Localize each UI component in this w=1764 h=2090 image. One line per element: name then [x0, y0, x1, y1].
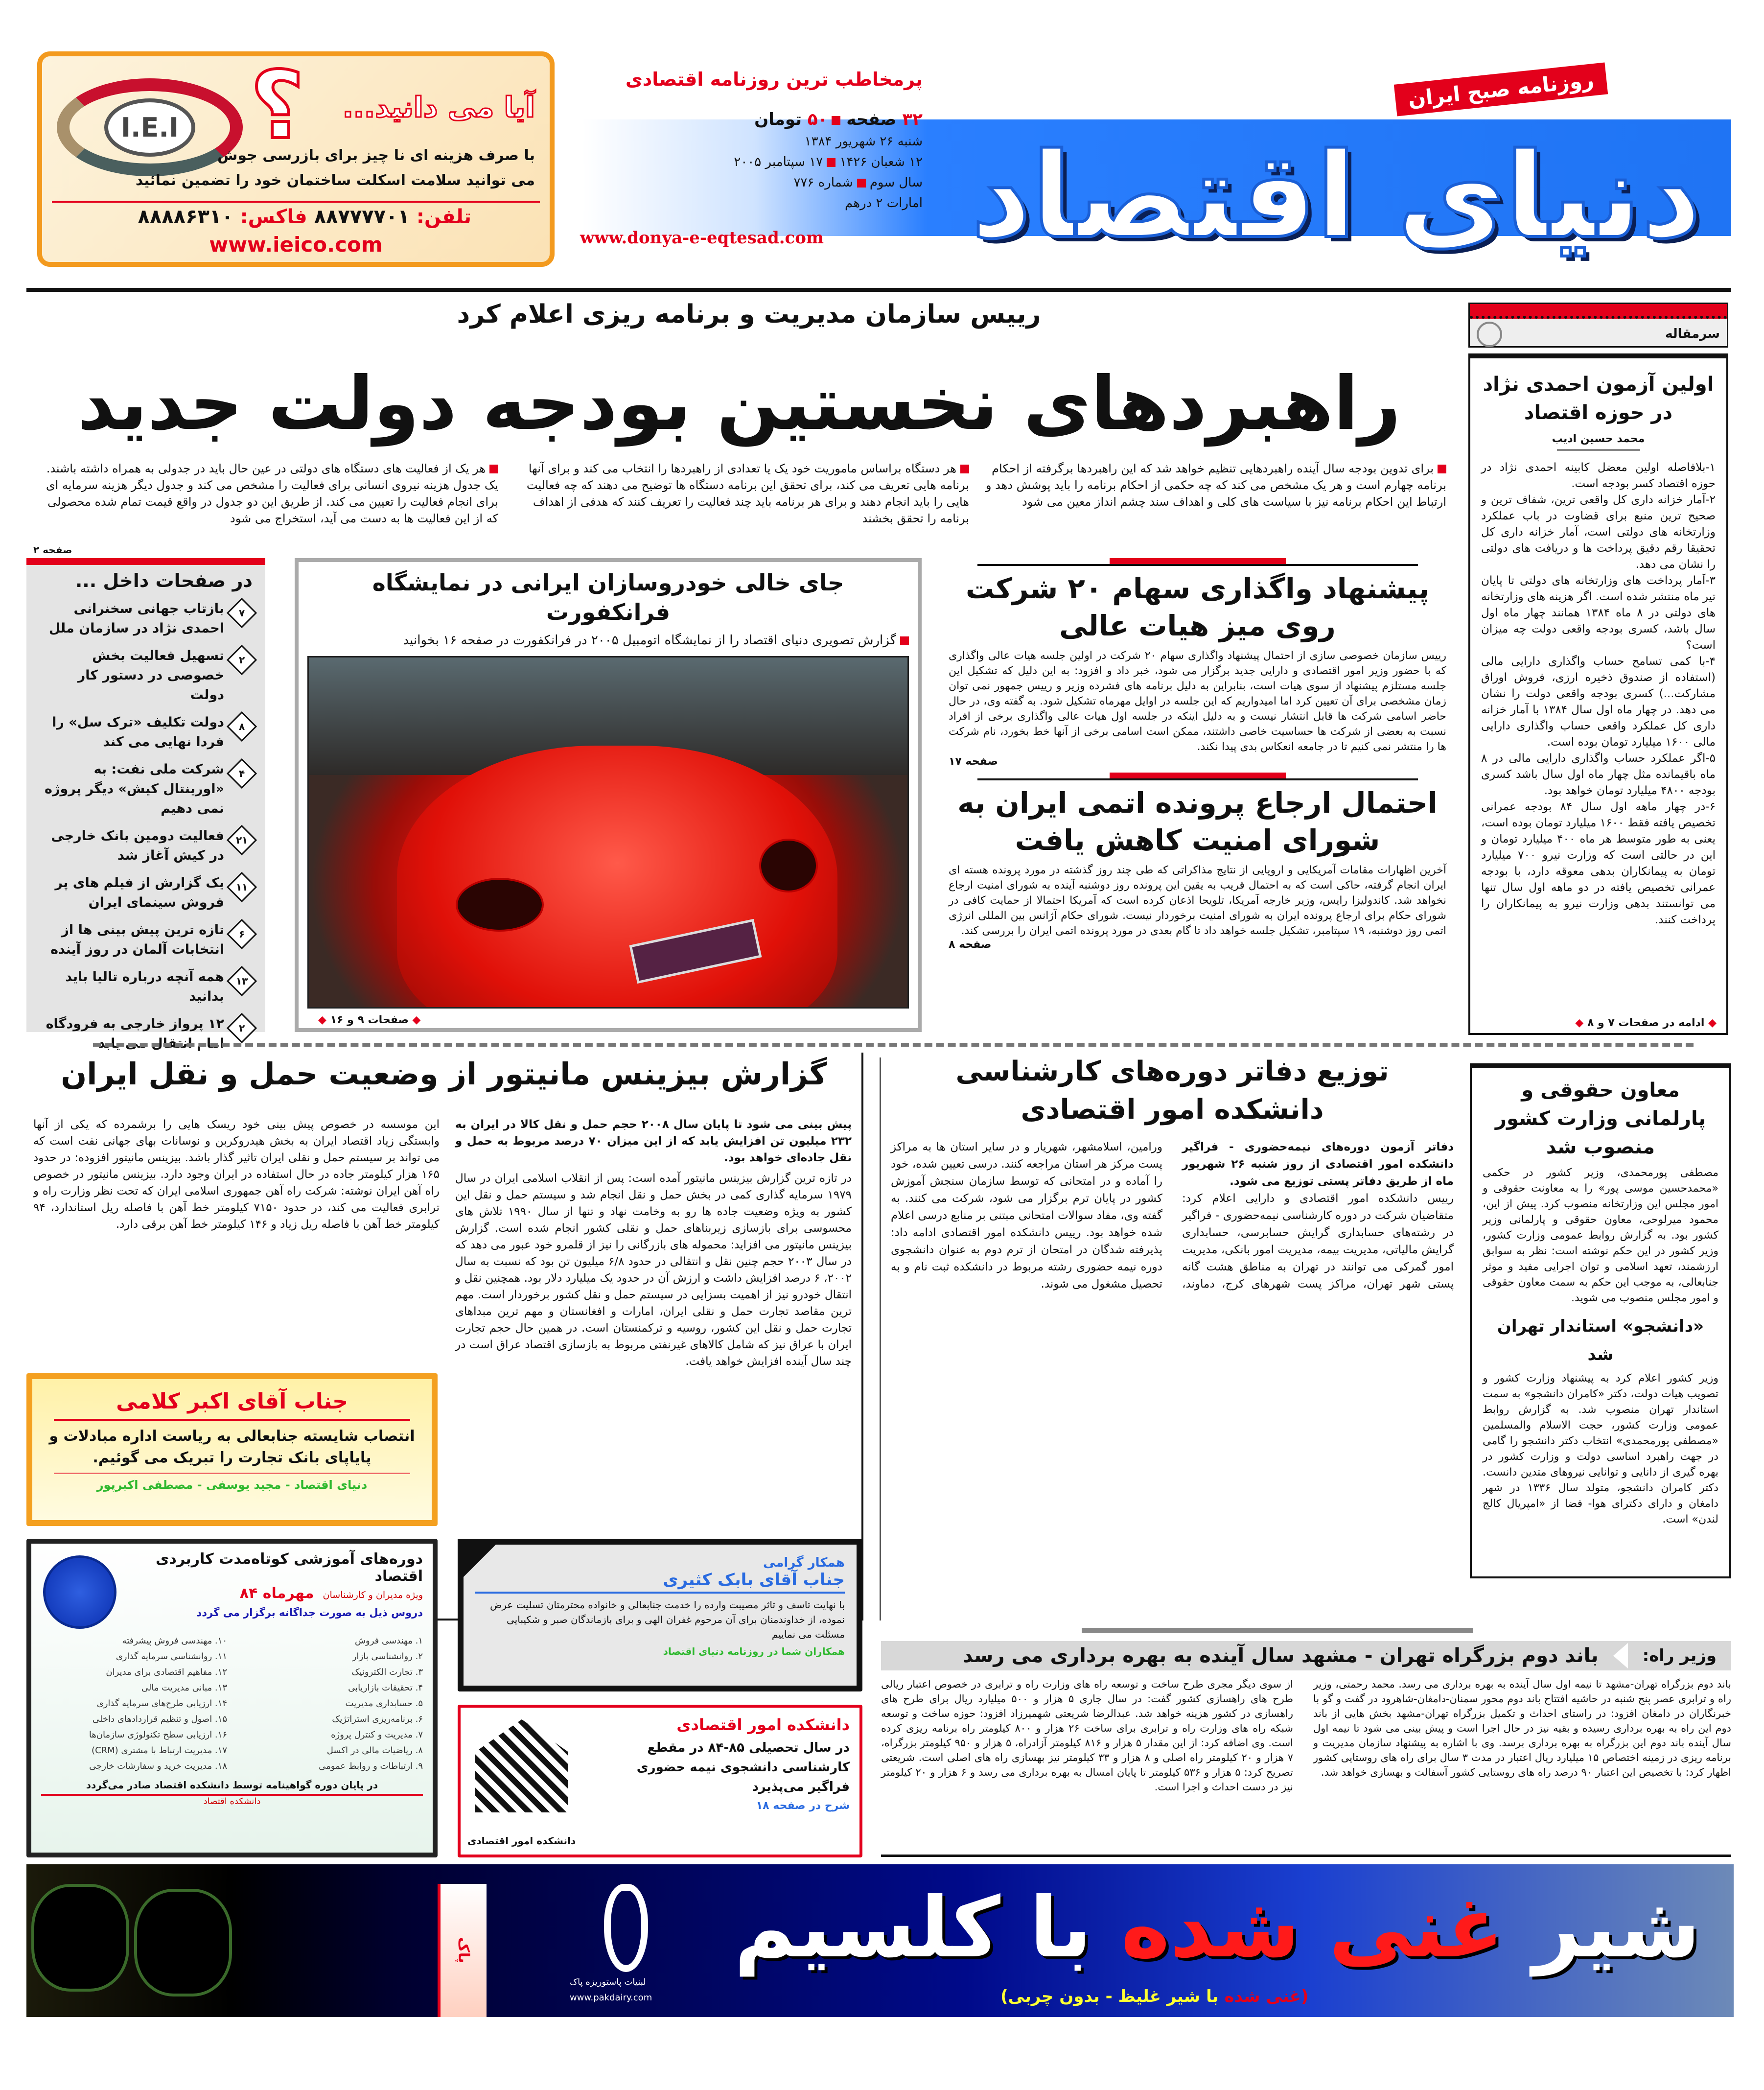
inside-pages-item-text: ۱۲ پرواز خارجی به فرودگاه امام انتقال می یابد: [46, 1016, 224, 1051]
transport-story: [26, 1053, 863, 1620]
editorial-continued-link[interactable]: ◆ ادامه در صفحات ۷ و ۸ ◆: [1575, 1017, 1717, 1029]
course-item: ۲. روانشناسی بازار: [352, 1651, 423, 1662]
inside-pages-item[interactable]: [39, 967, 253, 1007]
road-body: باند دوم بزرگراه تهران-مشهد تا نیمه اول سال آینده به بهره برداری می رسد. محمد رحمتی، وزیر راه و ترابری عصر پنج شنبه در حاشیه افتتاح باند دوم محور سمنان-دامغان-شاهرود در گفت و گو با خبرنگاران در دامغان افزود: در راستای احداث و تکمیل بزرگراه تهران-مشهد بخش هایی از باند دوم این راه به بهره برداری رسیده و بقیه نیز در حال اجرا است و پیش بینی می شود تا نیمه اول سال آینده باند دوم این بزرگراه به بهره برداری برسد. وی با اشاره به پیشنهاد سازمان مدیریت و برنامه ریزی در زمینه اختصاص ۱۵ میلیارد ریال اعتبار در مدت ۳ سال برای راه های روستایی کشور اظهار کرد: با تخصیص این اعتبار ۹۰ درصد راه های روستایی کشور آسفالت و بهسازی خواهد شد.: [1313, 1678, 1731, 1778]
section-divider: [93, 1043, 1694, 1047]
editorial-paragraph: ۶-در چهار ماهه اول سال ۸۴ بودجه عمرانی تخصیص یافته فقط ۱۶۰۰ میلیارد تومان بوده است، یعنی به طور متوسط هر ماه ۴۰۰ میلیارد تومان و این در حالتی است که وزارت نیرو ۷۰۰ میلیارد تومان به پیمانکاران بدهی معوقه دارد، با بودجه عمرانی تخصیص یافته در دو ماهه اول سال تنها می توانستند بدهی وزارت نیرو به پیمانکاران را پرداخت کنند.: [1481, 800, 1716, 926]
lead-page-ref[interactable]: صفحه ۲: [33, 544, 72, 556]
course-item: ۱۵. اصول و تنظیم قراردادهای داخلی: [92, 1714, 227, 1724]
faculty-ad[interactable]: [458, 1705, 862, 1857]
nuclear-body: آخرین اظهارات مقامات آمریکایی و اروپایی از نتایج مذاکراتی که طی چند روز گذشته در مورد پرونده هسته ای ایران انجام گرفته، حاکی است که به احتمال قریب به یقین این پرونده روز دوشنبه آینده به شورای امنیت ارجاع نخواهد شد. کاندولیزا رایس، وزیر خارجه آمریکا، تلویحا اذعان کرده است که آمریکا احتمالا از حمایت کافی در شورای حکام برای ارجاع پرونده ایران به شورای امنیت برخوردار نیست. شورای حکام آژانس بین المللی انرژی اتمی روز دوشنبه، ۱۹ سپتامبر، تشکیل جلسه خواهد داد تا گام بعدی در مورد پرونده اتمی ایران را بررسی کند.: [949, 864, 1446, 937]
inside-pages-box: [26, 558, 265, 1051]
inside-pages-item[interactable]: [39, 599, 253, 638]
newspaper-logo: دنیای اقتصاد: [971, 127, 1702, 264]
ad-body: در سال تحصیلی ۸۵-۸۴ در مقطع کارشناسی دانشجوی نیمه حضوری فراگیر می‌پذیرد: [636, 1740, 850, 1794]
milk-banner-ad[interactable]: [26, 1864, 1734, 2017]
lead-column: هر یک از فعالیت های دستگاه های دولتی در عین حال باید در جدولی به همراه داشته باشند. یک جدول هزینه نیروی انسانی برای فعالیت را مشخص می کند و جدول دیگر هزینه سرمایه ای برای انجام فعالیت را تعیین می کند. از طریق این دو جدول در واقع قیمت تمام شده محصولی که از این فعالیت ها به دست می آید، استخراج می شود: [46, 462, 498, 525]
exam-lead: دفاتر آزمون دوره‌های نیمه‌حضوری - فراگیر دانشکده امور اقتصادی از روز شنبه ۲۶ شهریور ماه از طریق دفاتر پستی توزیع می شود.: [1182, 1141, 1454, 1188]
sunglasses-image: [31, 1884, 237, 1996]
course-item: ۱۱. روانشناسی سرمایه گذاری: [116, 1651, 227, 1662]
milk-carton: پاک: [438, 1884, 487, 2017]
inside-pages-item-text: دولت تکلیف «ترک سل» را فردا نهایی می کند: [52, 715, 224, 750]
page-number-badge: ۲: [227, 1013, 257, 1043]
appointment-headline[interactable]: معاون حقوقی و پارلمانی وزارت کشور منصوب شد: [1495, 1079, 1706, 1158]
inside-pages-item-text: بازتاب جهانی سخنرانی احمدی نژاد در سازمان ملل: [48, 601, 224, 636]
pak-logo: [604, 1884, 648, 1972]
inside-pages-item[interactable]: [39, 713, 253, 752]
course-item: ۷. مدیریت و کنترل پروژه: [331, 1730, 423, 1740]
course-item: ۱۴. ارزیابی طرح‌های سرمایه گذاری: [96, 1698, 227, 1709]
editorial-label: سرمقاله: [1665, 327, 1720, 341]
page-number-badge: ۲: [227, 645, 257, 675]
page-number-badge: ۱۳: [227, 966, 257, 996]
page-number-badge: ۶: [227, 919, 257, 949]
inside-pages-item-text: همه آنچه درباره تالیا باید بدانید: [65, 969, 224, 1004]
page-number-badge: ۱۱: [227, 872, 257, 902]
tagline: پرمخاطب ترین روزنامه اقتصادی: [625, 69, 923, 90]
inside-pages-item[interactable]: [39, 920, 253, 960]
governor-subhead[interactable]: «دانشجو» استاندار تهران شد: [1497, 1316, 1704, 1364]
course-item: ۱۶. ارزیابی سطح تکنولوژی سازمان‌ها: [89, 1730, 227, 1740]
appointment-body: مصطفی پورمحمدی، وزیر کشور در حکمی «محمدحسین موسی پور» را به معاونت حقوقی و امور مجلس این وزارتخانه منصوب کرد. پیش از این، محمود میرلوحی، معاون حقوقی و پارلمانی وزیر کشور بود. به گزارش روابط عمومی وزارت کشور، وزیر کشور در این حکم نوشته است: نظر به سوابق ارزشمند، تعهد اسلامی و توان اجرایی مفید و موثر جنابعالی، به موجب این حکم به سمت معاون حقوقی و امور مجلس منصوب می شوید.: [1483, 1167, 1718, 1304]
course-item: ۱۰. مهندسی فروش پیشرفته: [122, 1636, 227, 1646]
lead-headline[interactable]: راهبردهای نخستین بودجه دولت جدید: [77, 361, 1401, 446]
iei-logo: I.E.I: [57, 78, 243, 176]
page-number-badge: ۲۱: [227, 825, 257, 855]
ad-line-2: می توانید سلامت اسکلت ساختمان خود را تضمین نمائید: [135, 172, 535, 189]
governor-body: وزیر کشور اعلام کرد به پیشنهاد وزارت کشور و تصویب هیات دولت، دکتر «کامران دانشجو» به سمت استاندار تهران منصوب شد. به گزارش روابط عمومی وزارت کشور، حجت الاسلام والمسلمین «مصطفی پورمحمدی» انتخاب دکتر دانشجو را گامی در جهت راهبرد اساسی دولت و وزارت کشور در بهره گیری از دانایی و توانایی نیروهای متدین دانست. دکتر کامران دانشجو، متولد سال ۱۳۳۶ در شهر دامغان و دارای دکترای هوا- فضا از «امپریال کالج لندن» است.: [1483, 1372, 1718, 1526]
course-list: [41, 1633, 423, 1774]
inside-pages-list: [39, 599, 253, 1054]
course-item: ۱۸. مدیریت خرید و سفارشات خارجی: [89, 1761, 227, 1771]
lead-column: هر دستگاه براساس ماموریت خود یک یا تعدادی از راهبردها را انتخاب می کند و برای آنها برنامه هایی تعریف می کند، برای تحقق این برنامه دستگاه ها توضیح می دهند که چه فعالیت هایی را باید انجام دهند و برای هر برنامه باید چند فعالیت را تعریف کنند که هدفی از اهداف برنامه را تحقق بخشند: [526, 462, 969, 525]
nuclear-story: [949, 773, 1446, 951]
inside-pages-item[interactable]: [39, 760, 253, 819]
editorial-author: محمد حسین ادیب: [1552, 433, 1645, 445]
globe-icon: [1477, 322, 1502, 347]
ad-line-1: با صرف هزینه ای نا چیز برای بازرسی جوش: [217, 147, 535, 164]
congratulation-ad[interactable]: [26, 1373, 438, 1526]
nuclear-headline[interactable]: احتمال ارجاع پرونده اتمی ایران به شورای امنیت کاهش یافت: [957, 786, 1438, 857]
inside-pages-item-text: فعالیت دومین بانک خارجی در کیش آغاز شد: [51, 828, 224, 863]
separator-bar: [1082, 1628, 1473, 1633]
editorial-paragraph: ۴-با کمی تسامح حساب واگذاری دارایی مالی (استفاده از صندوق ذخیره ارزی، فروش اوراق مشارکت...) کسری بودجه واقعی دولت را نشان می دهد. در چهار ماه اول سال ۱۳۸۴ با آمار خزانه داری کل عملکرد واقعی حساب واگذاری دارایی مالی ۱۶۰۰ میلیارد تومان بوده است.: [1481, 655, 1716, 749]
ad-divider: [52, 201, 540, 203]
course-item: ۵. حسابداری مدیریت: [345, 1698, 423, 1709]
nuclear-page-ref[interactable]: صفحه ۸: [949, 939, 992, 951]
brand-name: لبنیات پاستوریزه پاک: [570, 1977, 646, 1987]
ad-title: دانشکده امور اقتصادی: [676, 1715, 850, 1734]
inside-pages-item[interactable]: [39, 826, 253, 866]
banner-subline: (غنی شده با شیر غلیظ - بدون چربی): [1000, 1987, 1309, 2006]
car-story: [295, 558, 922, 1032]
faculty-logo-text: دانشکده امور اقتصادی: [467, 1835, 576, 1847]
course-item: ۱. مهندسی فروش: [355, 1636, 423, 1646]
transport-body: این موسسه در خصوص پیش بینی خود ریسک هایی را برشمرده که یکی از آنها وابستگی زیاد اقتصاد ایران به بخش هیدروکربن و نوسانات بهای جهانی نفت است که می تواند بر سیستم حمل و نقلی ایران تاثیر گذار باشد. بیزینس مانیتور افزوده: در حدود ۱۶۵ هزار کیلومتر جاده در حال استفاده در ایران وجود دارد. بیزینس مانیتور در خصوص راه آهن ایران نوشته: شرکت راه آهن جمهوری اسلامی ایران که تحت نظر وزارت راه و ترابری فعالیت می کند، در حدود ۷۱۵۰ کیلومتر خط آهن با فاصله ریل استاندارد، ۹۴ کیلومتر خط آهن با فاصله ریل زیاد و ۱۴۶ کیلومتر خط آهن برقی دارد.: [33, 1118, 440, 1231]
ad-url[interactable]: www.ieico.com: [209, 233, 383, 257]
shares-page-ref[interactable]: صفحه ۱۷: [949, 755, 998, 768]
course-item: ۸. ریاضیات مالی در اکسل: [326, 1745, 423, 1756]
course-item: ۱۲. مفاهیم اقتصادی برای مدیران: [106, 1667, 227, 1677]
car-photo: [307, 656, 909, 1009]
top-advertisement[interactable]: [37, 51, 555, 267]
shares-headline[interactable]: پیشنهاد واگذاری سهام ۲۰ شرکت روی میز هیات عالی: [965, 572, 1429, 642]
transport-body: در تازه ترین گزارش بیزینس مانیتور آمده است: پس از انقلاب اسلامی ایران در سال ۱۹۷۹ سرمایه گذاری کمی در بخش حمل و نقل انجام شد و سیستم حمل و نقل این کشور به ویژه وضعیت جاده ها رو به وخامت نهاد و تنها از سال ۱۹۹۰ تلاش های محسوسی برای بازسازی زیربناهای حمل و نقلی کشور انجام شده است. گزارش بیزینس مانیتور می افزاید: محموله های بازرگانی را نیز از قلمرو خود عبور می دهد که در سال ۲۰۰۳ حجم چنین نقل و انتقالی در حدود ۶/۸ میلیون تن بود که نسبت به سال ۲۰۰۲، ۶ درصد افزایش داشت و ارزش آن در حدود یک میلیارد دلار بود. همچنین نقل و انتقال خودرو نیز از اهمیت بسزایی در سیستم حمل و نقل کشور برخوردار است. مهم ترین مقاصد تجارت حمل و نقلی ایران، امارات و افغانستان و مهم ترین مبداهای تجارت حمل و نقل این کشور، روسیه و ترکمنستان است. در همین حال حجم تجارت ایران با عراق نیز که شامل کالاهای غیرنفتی مربوط به بازسازی اقتصاد عراق است در چند سال آینده افزایش خواهد یافت.: [455, 1172, 852, 1368]
page-number-badge: ۴: [227, 758, 257, 789]
uae-price: امارات ۲ درهم: [845, 196, 923, 211]
editorial-header: [1468, 303, 1728, 348]
inside-pages-title: در صفحات داخل ...: [75, 570, 253, 591]
appointment-story: [1470, 1063, 1731, 1578]
editorial-title: اولین آزمون احمدی نژاد در حوزه اقتصاد: [1483, 373, 1714, 424]
ad-more: شرح در صفحه ۱۸: [756, 1800, 850, 1812]
transport-headline[interactable]: گزارش بیزینس مانیتور از وضعیت حمل و نقل ایران: [61, 1056, 827, 1092]
transport-lead: پیش بینی می شود تا پایان سال ۲۰۰۸ حجم حمل و نقل کالا در ایران به ۲۳۲ میلیون تن افزایش یابد که از این میزان ۷۰ درصد مربوط به حمل و نقل جاده‌ای خواهد بود.: [455, 1118, 852, 1164]
page-number-badge: ۷: [227, 598, 257, 628]
page-number-badge: ۸: [227, 711, 257, 742]
masthead-info: [580, 69, 923, 248]
ad-body: با نهایت تاسف و تاثر مصیبت وارده را خدمت جنابعالی و خانواده محترمتان تسلیت عرض نموده، از خداوندمنان برای آن مرحوم غفران الهی و برای بازماندگان صبر و شکیبایی مسئلت می نماییم: [490, 1599, 845, 1640]
masthead-badge: روزنامه صبح ایران: [1394, 63, 1608, 117]
editorial-column: [1468, 353, 1728, 1035]
ad-name: جناب آقای بابک کثیری: [475, 1570, 845, 1594]
ad-intro: دروس ذیل به صورت جداگانه برگزار می گردد: [196, 1607, 423, 1619]
arrow-icon: [1613, 1643, 1628, 1668]
course-item: ۴. تحقیقات بازاریابی: [348, 1683, 423, 1693]
inside-pages-item-text: تازه ترین پیش بینی ها از انتخابات آلمان در روز آینده: [50, 922, 224, 957]
exam-headline[interactable]: توزیع دفاتر دوره‌های کارشناسی دانشکده امور اقتصادی: [955, 1056, 1389, 1126]
column-divider: [880, 1057, 881, 1620]
inside-pages-item-text: شرکت ملی نفت: به «اورینتال کیش» دیگر پروژه نمی دهیم: [45, 762, 224, 816]
courses-ad[interactable]: دوره‌های آموزشی کوتاه‌مدت کاربردی اقتصاد ویژه مدیران و کارشناسان مهرماه ۸۴ دروس ذیل به صورت جداگانه برگزار می گردد ۱. مهندسی فروش ۲. روانشناسی بازار ۳. تجارت الکترونیک ۴. تحقیقات بازاریابی ۵. حسابداری مدیریت ۶. برنامه‌ریزی استراتژیک ۷. مدیریت و کنترل پروژه ۸. ریاضیات مالی در اکسل ۹. ارتباطات و روابط عمومی ۱۰. مهندسی فروش پیشرفته ۱۱. روانشناسی سرمایه گذاری ۱۲. مفاهیم اقتصادی برای مدیران ۱۳. مبانی مدیریت مالی ۱۴. ارزیابی طرح‌های سرمایه گذاری ۱۵. اصول و تنظیم قراردادهای داخلی ۱۶. ارزیابی سطح تکنولوژی سازمان‌ها ۱۷. مدیریت ارتباط با مشتری (CRM) ۱۸. مدیریت خرید و سفارشات خارجی در پایان دوره گواهینامه توسط دانشکده اقتصاد صادر می‌گردد دانشکده اقتصاد: [26, 1539, 438, 1857]
exam-story: [891, 1053, 1454, 1293]
banner-headline: شیر غنی شده با کلسیم: [734, 1879, 1700, 1976]
car-page-ref[interactable]: ◆ صفحات ۹ و ۱۶ ◆: [318, 1014, 421, 1026]
lead-kicker: رییس سازمان مدیریت و برنامه ریزی اعلام کرد: [457, 300, 1041, 329]
course-item: ۹. ارتباطات و روابط عمومی: [319, 1761, 423, 1771]
inside-pages-item[interactable]: [39, 1014, 253, 1054]
website-link[interactable]: www.donya-e-eqtesad.com: [580, 228, 824, 248]
shares-story: [949, 558, 1446, 768]
ad-question-mark: ؟: [250, 51, 304, 160]
lead-column: برای تدوین بودجه سال آینده راهبردهایی تنظیم خواهد شد که این راهبردها برگرفته از احکام برنامه چهارم است و هر یک مشخص می کند که چه حکمی از احکام برنامه را باید پوشش دهد و ارتباط این احکام برنامه نیز با سیاست های کلی و اهداف سند چشم انداز معین می شود: [985, 462, 1446, 509]
exam-body: رییس دانشکده امور اقتصادی و دارایی اعلام کرد: متقاضیان شرکت در دوره کارشناسی نیمه‌حضوری - فراگیر در رشته‌های حسابداری گرایش حسابرسی، حسابداری گرایش مالیاتی، مدیریت بیمه، مدیریت امور بانکی، مدیریت امور گمرکی می توانند در تهران به مناطق هشت گانه پستی شهر تهران، مراکز پست شهرهای کرج، دماوند، ورامین، اسلامشهر، شهریار و در سایر استان ها به مراکز پست مرکز هر استان مراجعه کنند. درسی تعیین شده، خود را آماده و در امتحانی که توسط سازمان سنجش آموزش کشور در پایان ترم برگزار می شود، شرکت می کنند. به گفته وی، مفاد سوالات امتحانی مبتنی بر منابع درسی اعلام شده خواهد بود. رییس دانشکده امور اقتصادی ادامه داد: پذیرفته شدگان در امتحان از ترم دوم به عنوان دانشجوی دوره نیمه حضوری رشته مربوط در دانشکده ثبت نام و به تحصیل مشغول می شوند.: [891, 1141, 1454, 1291]
date-other: ۱۲ شعبان ۱۴۲۶ ۱۷ سپتامبر ۲۰۰۵: [734, 155, 923, 169]
issue-number: سال سوم شماره ۷۷۶: [793, 175, 923, 190]
ad-signature: دنیای اقتصاد - مجید یوسفی - مصطفی اکبرپور: [96, 1478, 368, 1492]
brand-url[interactable]: www.pakdairy.com: [570, 1993, 652, 2003]
road-story-header: [881, 1641, 1731, 1670]
course-item: ۱۳. مبانی مدیریت مالی: [141, 1683, 227, 1693]
ad-contacts: تلفن: ۸۸۷۷۷۷۰۱ فاکس: ۸۸۸۸۶۳۱۰: [138, 206, 471, 228]
road-body: از سوی دیگر مجری طرح ساخت و توسعه راه های وزارت راه و ترابری در خصوص اعتبار ریالی طرح های راهسازی کشور گفت: در سال جاری ۵ هزار و ۵۰۰ میلیارد ریال برای طرح های راهسازی در کشور هزینه خواهد شد. عبدالرضا شریعتی شهمیرزاد افزود: حوزه ساخت و توسعه شبکه راه های وزارت راه و ترابری برای ساخت ۲۶ هزار و ۸۰۰ کیلومتر راه برنامه ریزی کرده است. وی اضافه کرد: از این مقدار ۵ هزار و ۸۱۶ کیلومتر آزادراه، ۵ هزار و ۹۵۰ کیلومتر بزرگراه، ۷ هزار و ۲۰ کیلومتر راه اصلی و ۸ هزار و ۳۳ کیلومتر نیز بهسازی راه های اصلی است. شریعتی تصریح کرد: ۵ هزار و ۵۳۶ کیلومتر تا پایان امسال به بهره برداری می رسد و ۶ هزار و ۲۰ کیلومتر نیز در دست احداث و اجرا است.: [881, 1678, 1293, 1793]
editorial-paragraph: ۲-آمار خزانه داری کل واقعی ترین، شفاف ترین و صحیح ترین منبع برای قضاوت در باب عملکرد وزارتخانه های دولتی است، آمار خزانه داری کل تحقیقا رقم دقیق پرداخت ها و دریافت های دولتی را نشان می دهد.: [1481, 493, 1716, 571]
car-headline[interactable]: جای خالی خودروسازان ایرانی در نمایشگاه فرانکفورت: [372, 569, 844, 625]
road-label: وزیر راه:: [1642, 1646, 1717, 1666]
editorial-paragraph: ۵-اگر عملکرد حساب واگذاری دارایی مالی در ۸ ماه باقیمانده مثل چهار ماه اول سال باشد کسری بودجه ۴۸۰۰ میلیارد تومان خواهد بود.: [1481, 752, 1716, 797]
road-headline[interactable]: باند دوم بزرگراه تهران - مشهد سال آینده به بهره برداری می رسد: [962, 1644, 1599, 1667]
course-item: ۱۷. مدیریت ارتباط با مشتری (CRM): [92, 1745, 227, 1756]
university-logo: [43, 1555, 116, 1629]
ad-signature: همکاران شما در روزنامه دنیای اقتصاد: [663, 1645, 845, 1657]
shares-body: رییس سازمان خصوصی سازی از احتمال پیشنهاد واگذاری سهام ۲۰ شرکت در اولین جلسه هیات عالی واگذاری که با حضور وزیر امور اقتصادی و دارایی جدید برگزار می شود، خبر داد و افزود: به این دلیل که تشکیل این جلسه مستلزم پیشنهاد از سوی هیات است، بنابراین به دلیل برنامه های فشرده وزیر و رییس جمهور نمی توان زمان مشخصی برای آن تعیین کرد اما امیدواریم که این جلسه در اوایل مهرماه تشکیل شود. به گفته وی، در حال حاضر اسامی شرکت ها قابل انتشار نیست و به دلیل اینکه در جلسه اول هیات عالی واگذاری برخی از افراد نسبت به بعضی از شرکت ها حساسیت خاصی داشتند، ممکن است اسامی برخی از آنها خط بخورد، نام شرکت ها را منتشر نمی کنیم تا در جامعه انعکاس بدی پیدا نکند.: [949, 650, 1447, 753]
ad-title: آیا می دانید...: [342, 91, 535, 124]
road-rule: [881, 1855, 1731, 1857]
editorial-paragraph: ۳-آمار پرداخت های وزارتخانه های دولتی تا پایان تیر ماه منتشر شده است. اگر هزینه های وزارتخانه های دولتی در ۸ ماه ۱۳۸۴ همانند چهار ماه اول سال باشد، کسری بودجه واقعی دولت چه میزان است؟: [1481, 574, 1716, 652]
ad-title: دوره‌های آموزشی کوتاه‌مدت کاربردی اقتصاد: [155, 1550, 423, 1585]
inside-pages-item-text: تسهیل فعالیت بخش خصوصی در دستور کار دولت: [77, 648, 224, 703]
inside-pages-item[interactable]: [39, 646, 253, 705]
masthead-rule: [26, 288, 1731, 292]
mid-right-stories: [949, 558, 1446, 951]
ad-footer: در پایان دوره گواهینامه توسط دانشکده اقتصاد صادر می‌گردد: [41, 1779, 423, 1796]
condolence-ad[interactable]: [458, 1539, 862, 1691]
ad-title: همکار گرامی: [763, 1555, 845, 1570]
inside-pages-item-text: یک گزارش از فیلم های پر فروش سینمای ایران: [55, 875, 224, 910]
course-item: ۳. تجارت الکترونیک: [351, 1667, 423, 1677]
inside-pages-item[interactable]: [39, 873, 253, 913]
ad-org: دانشکده اقتصاد: [203, 1796, 261, 1807]
ad-body: انتصاب شایسته جنابعالی به ریاست اداره مبادلات و پایاپای بانک تجارت را تبریک می گوئیم.: [49, 1428, 415, 1466]
issue-price: ۳۲ صفحه ۵۰ تومان: [754, 110, 923, 129]
car-caption: گزارش تصویری دنیای اقتصاد را از نمایشگاه اتومبیل ۲۰۰۵ در فرانکفورت در صفحه ۱۶ بخوانید: [307, 632, 909, 649]
course-item: ۶. برنامه‌ریزی استراتژیک: [332, 1714, 423, 1724]
ad-title: جناب آقای اکبر کلامی: [116, 1389, 348, 1414]
date-persian: شنبه ۲۶ شهریور ۱۳۸۴: [804, 134, 923, 149]
editorial-paragraph: ۱-بلافاصله اولین معضل کابینه احمدی نژاد در حوزه اقتصاد کسر بودجه است.: [1481, 461, 1716, 490]
